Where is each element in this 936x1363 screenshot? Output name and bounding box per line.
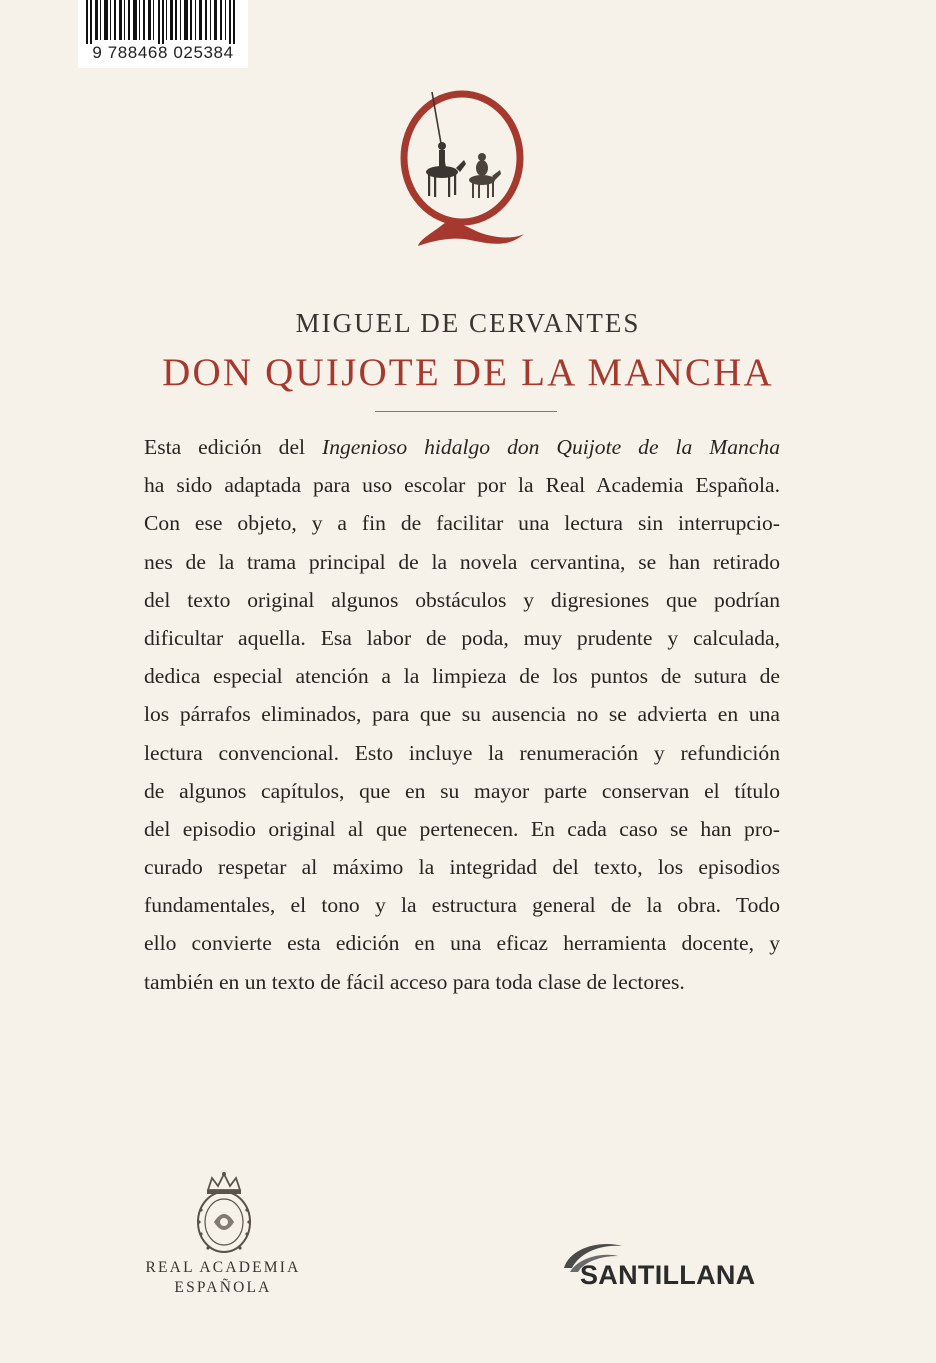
italic-work-title: Ingenioso hidalgo don Quijote de la Mancha xyxy=(322,435,780,459)
synopsis-line: nes de la trama principal de la novela cervantina, se han retirado xyxy=(144,549,780,574)
synopsis-line xyxy=(144,428,780,466)
synopsis-line: ha sido adaptada para uso escolar por la Real Academia Española. xyxy=(144,473,780,498)
synopsis-paragraph xyxy=(144,428,780,1001)
synopsis-line-text: Esta edición del xyxy=(144,435,322,459)
synopsis-line: lectura convencional. Esto incluye la renumeración y refundición xyxy=(144,740,780,765)
publisher-logo xyxy=(560,1238,790,1302)
academy-name xyxy=(130,1258,316,1298)
synopsis-line: del texto original algunos obstáculos y digresiones que podrían xyxy=(144,587,780,612)
synopsis-line: de algunos capítulos, que en su mayor parte conservan el título xyxy=(144,778,780,803)
synopsis-line: fundamentales, el tono y la estructura general de la obra. Todo xyxy=(144,893,780,918)
author-name: MIGUEL DE CERVANTES xyxy=(295,308,641,338)
book-title: DON QUIJOTE DE LA MANCHA xyxy=(162,351,774,394)
synopsis-line: del episodio original al que pertenecen. En cada caso se han pro- xyxy=(144,816,780,841)
academy-name-line2: ESPAÑOLA xyxy=(174,1279,272,1296)
synopsis-line: Con ese objeto, y a fin de facilitar una lectura sin interrupcio- xyxy=(144,511,780,536)
quijote-q-emblem-icon xyxy=(390,80,540,270)
barcode xyxy=(78,0,248,68)
synopsis-line: ello convierte esta edición en una eficaz herramienta docente, y xyxy=(144,931,780,956)
synopsis-line: dificultar aquella. Esa labor de poda, muy prudente y calculada, xyxy=(144,625,780,650)
royal-academy-seal-icon xyxy=(188,1170,260,1262)
academy-name-line1: REAL ACADEMIA xyxy=(145,1259,301,1276)
barcode-number: 9 788468 025384 xyxy=(92,43,234,62)
publisher-name: SANTILLANA xyxy=(580,1260,756,1290)
barcode-bars-icon xyxy=(86,0,240,44)
synopsis-line: también en un texto de fácil acceso para toda clase de lectores. xyxy=(144,969,685,994)
title-divider xyxy=(375,411,557,412)
synopsis-line: curado respetar al máximo la integridad del texto, los episodios xyxy=(144,855,780,880)
synopsis-line: los párrafos eliminados, para que su ausencia no se advierta en una xyxy=(144,702,780,727)
synopsis-line: dedica especial atención a la limpieza de los puntos de sutura de xyxy=(144,664,780,689)
